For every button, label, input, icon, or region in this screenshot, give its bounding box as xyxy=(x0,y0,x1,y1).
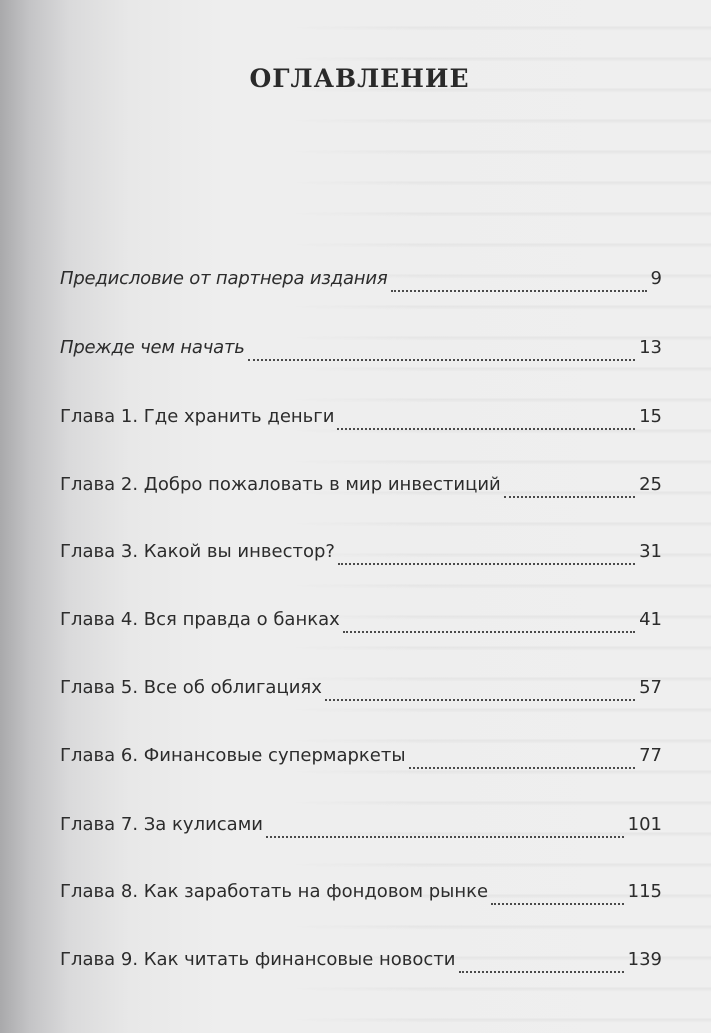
toc-entry-label: Предисловие от партнера издания xyxy=(60,268,388,289)
toc-entry-page: 41 xyxy=(639,609,662,630)
toc-entry-page: 101 xyxy=(627,814,662,835)
dot-leader xyxy=(504,495,635,498)
toc-entry-label: Глава 3. Какой вы инвестор? xyxy=(60,541,335,562)
toc-entry xyxy=(60,406,662,436)
toc-entry-page: 115 xyxy=(627,881,662,902)
toc-entry-label: Глава 7. За кулисами xyxy=(60,814,263,835)
dot-leader xyxy=(325,698,635,701)
toc-entry xyxy=(60,337,662,367)
dot-leader xyxy=(337,427,635,430)
toc-entry xyxy=(60,949,662,979)
dot-leader xyxy=(343,630,635,633)
toc-entry xyxy=(60,609,662,639)
toc-entry-page: 57 xyxy=(639,677,662,698)
toc-entry-label: Глава 9. Как читать финансовые новости xyxy=(60,949,456,970)
toc-entry xyxy=(60,677,662,707)
toc-entry-label: Глава 2. Добро пожаловать в мир инвестиций xyxy=(60,474,501,495)
dot-leader xyxy=(409,766,636,769)
toc-entry-label: Глава 1. Где хранить деньги xyxy=(60,406,335,427)
toc-entry-page: 25 xyxy=(639,474,662,495)
dot-leader xyxy=(391,289,647,292)
toc-entry xyxy=(60,814,662,844)
toc-entry-page: 77 xyxy=(639,745,662,766)
dot-leader xyxy=(266,835,624,838)
dot-leader xyxy=(459,970,624,973)
toc-entry-page: 15 xyxy=(639,406,662,427)
toc-entry-page: 13 xyxy=(639,337,662,358)
toc-entry-label: Прежде чем начать xyxy=(60,337,245,358)
toc-entry xyxy=(60,474,662,504)
dot-leader xyxy=(248,358,635,361)
toc-entry-label: Глава 5. Все об облигациях xyxy=(60,677,322,698)
toc-entry-label: Глава 6. Финансовые супермаркеты xyxy=(60,745,406,766)
toc-entry-label: Глава 4. Вся правда о банках xyxy=(60,609,340,630)
toc-entry-page: 9 xyxy=(650,268,662,289)
toc-entry xyxy=(60,881,662,911)
toc-entry-page: 31 xyxy=(639,541,662,562)
toc-entry xyxy=(60,268,662,298)
toc-entry xyxy=(60,541,662,571)
toc-entry-page: 139 xyxy=(627,949,662,970)
dot-leader xyxy=(338,562,635,565)
dot-leader xyxy=(491,902,624,905)
toc-entry-label: Глава 8. Как заработать на фондовом рынке xyxy=(60,881,489,902)
page-title: ОГЛАВЛЕНИЕ xyxy=(249,64,470,93)
toc-entry xyxy=(60,745,662,775)
